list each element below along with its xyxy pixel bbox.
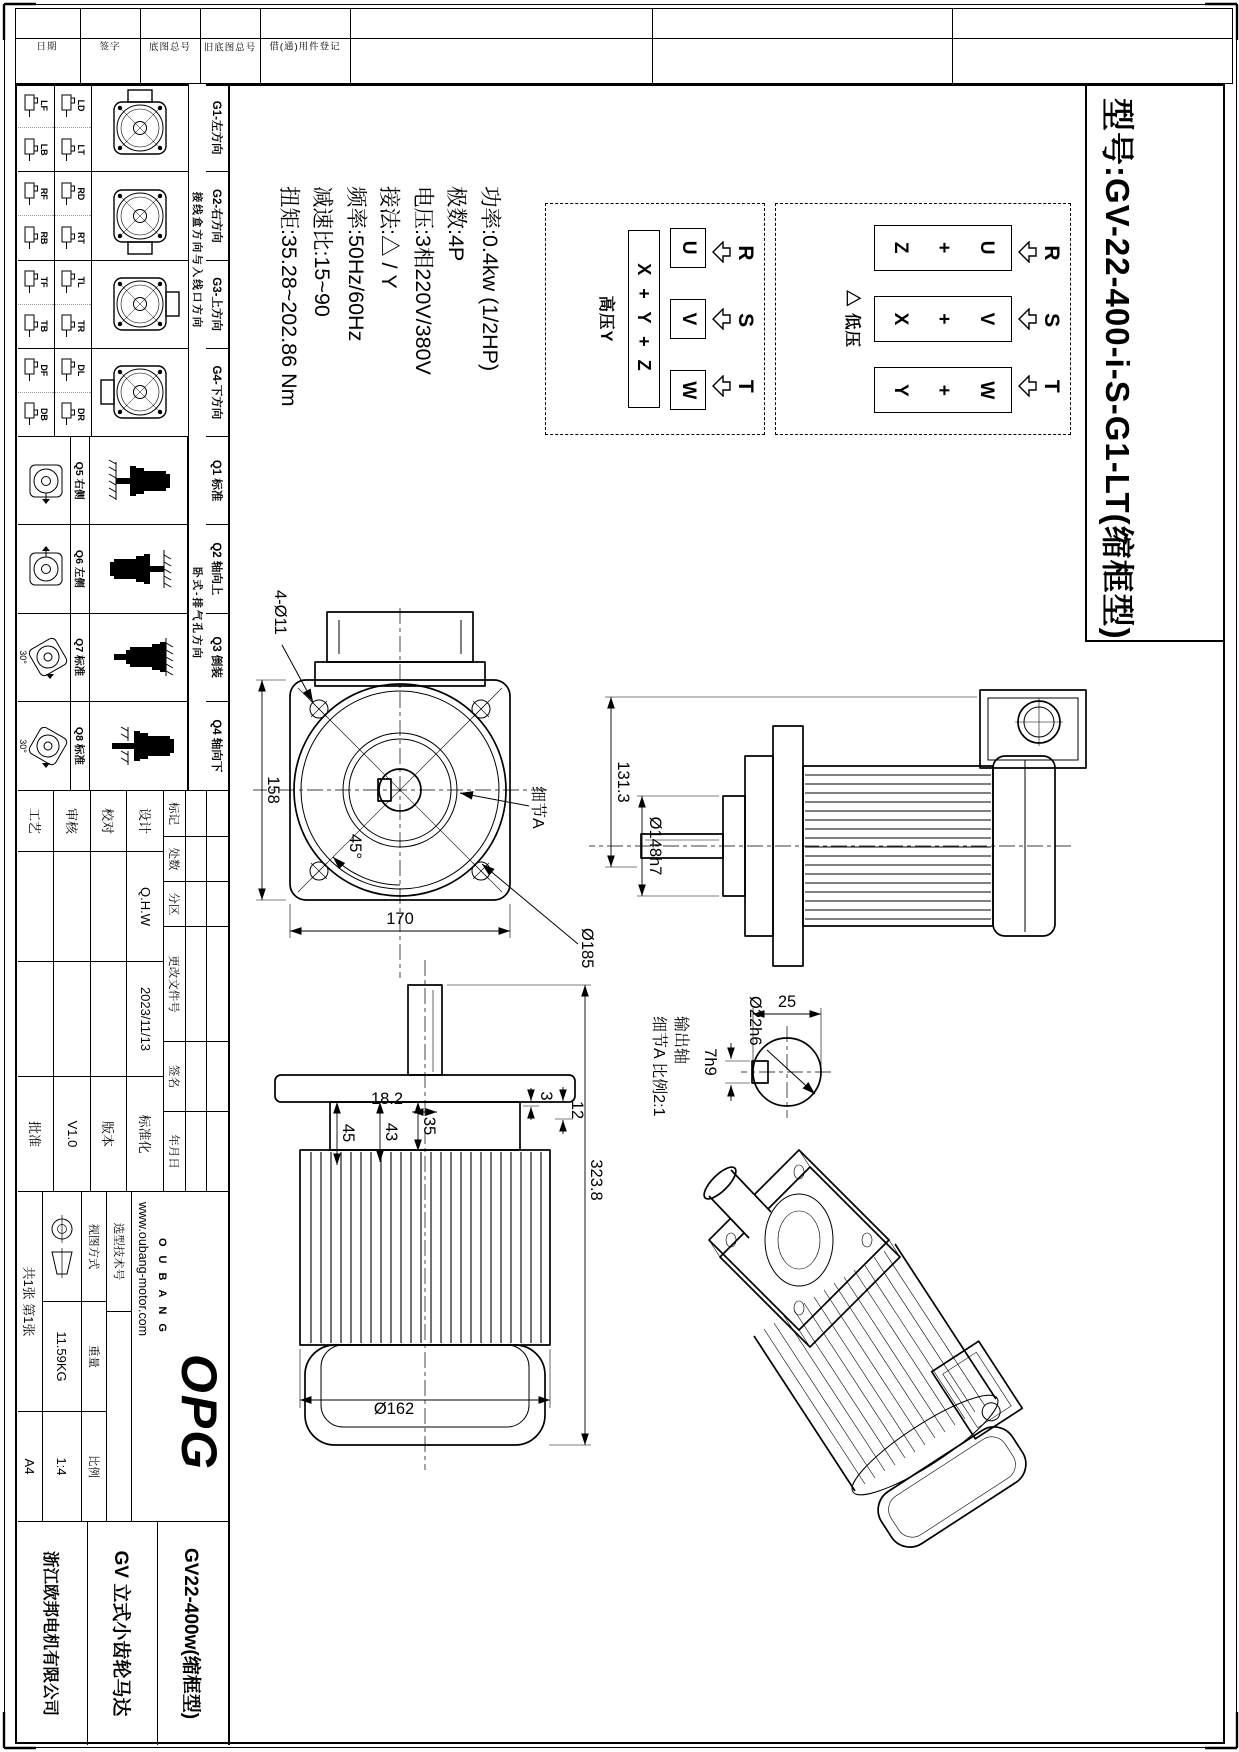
orientation-table	[18, 84, 230, 790]
view-method-label: 视图方式	[82, 1191, 107, 1301]
column-g2: G2-右方向 RD RT RF RB	[18, 172, 228, 260]
oubang-wordmark: OUBANG	[156, 1238, 168, 1341]
mini-motor-icon	[23, 181, 39, 207]
dim-bolt-holes: 4-Ø11	[271, 590, 289, 635]
rev-header-count: 处数	[164, 836, 186, 881]
g2-label: G2-右方向	[205, 172, 228, 259]
logo-cell	[132, 1191, 228, 1521]
column-g4: G4-下方向 DL DR DF DB	[18, 349, 228, 437]
column-g1: G1-左方向 LD LT LF LB	[18, 84, 228, 172]
q5-icon	[18, 437, 70, 524]
dim-flange-width: 170	[386, 910, 414, 928]
q2-icon	[89, 525, 187, 612]
junction-box-direction-header: 接线盒方向与入线口方向	[188, 84, 206, 437]
label-detail-scale: 细节A 比例2:1	[650, 1016, 667, 1117]
dim-flange-circle: Ø185	[578, 928, 596, 969]
weight-value: 11.59KG	[43, 1301, 82, 1411]
low-voltage-label: △ 低压	[843, 289, 861, 349]
standardization-label: 标准化	[128, 1076, 165, 1191]
front-view	[253, 590, 596, 978]
mini-motor-icon	[60, 401, 76, 427]
mini-motor-icon	[60, 181, 76, 207]
dim-keyway: 7h9	[701, 1048, 719, 1076]
terminal-pair-uz: U + Z	[874, 225, 1012, 271]
mini-motor-icon	[60, 357, 76, 383]
selection-tech-no-label: 选型技术号	[107, 1191, 132, 1311]
company-name: 浙江欧邦电机有限公司	[18, 1521, 88, 1745]
mini-motor-icon	[23, 93, 39, 119]
spec-power: 功率:0.4kw (1/2HP)	[478, 186, 502, 372]
dim-182: 18.2	[370, 1090, 404, 1108]
mini-motor-icon	[60, 93, 76, 119]
g4-view-icon	[91, 349, 188, 436]
dim-shaft-diameter: Ø22h6	[746, 996, 764, 1046]
dim-3: 3	[537, 1091, 555, 1101]
company-url: www.oubang-motor.com	[136, 1202, 150, 1337]
side-view	[589, 690, 1086, 966]
output-shaft-detail	[650, 993, 831, 1118]
mini-motor-icon	[60, 313, 76, 339]
design-signature: Q.H.W	[128, 851, 165, 961]
column-q1: Q1 标准 Q5 右侧	[18, 437, 228, 525]
terminal-pair-wy: W + Y	[874, 367, 1012, 413]
phase-labels: R S T	[1040, 245, 1063, 393]
g2-view-icon	[91, 172, 188, 259]
high-voltage-label: 高压Y	[597, 295, 615, 343]
dim-angle-45: 45°	[346, 834, 364, 859]
mini-motor-icon	[23, 269, 39, 295]
scale-value: 1:4	[43, 1411, 82, 1521]
margin-field-borrow: 借(通)用件登记	[261, 8, 351, 84]
paper-size: A4	[18, 1411, 43, 1521]
q3-icon	[89, 614, 187, 701]
title-block	[18, 790, 230, 1745]
dim-spigot: Ø148h7	[646, 816, 664, 876]
dim-45: 45	[339, 1123, 357, 1143]
margin-field-signature: 签字	[81, 8, 141, 84]
q4-icon	[89, 702, 187, 790]
process-label: 工艺	[18, 791, 55, 851]
horizontal-view	[275, 960, 605, 1470]
dim-43: 43	[382, 1122, 400, 1142]
rev-header-mark: 标记	[164, 791, 186, 836]
dim-25: 25	[777, 993, 797, 1011]
model-number: 型号:GV-22-400-i-S-G1-LT(缩框型)	[1099, 98, 1136, 640]
dim-12: 12	[568, 1100, 586, 1120]
dim-height-1313: 131.3	[614, 761, 632, 803]
terminal-pair-vx: V + X	[874, 296, 1012, 342]
dim-body-diameter: Ø162	[373, 1400, 415, 1418]
q7-icon	[18, 614, 70, 701]
product-name: GV 立式小齿轮马达	[88, 1521, 158, 1745]
g3-view-icon	[91, 261, 188, 348]
dim-35: 35	[420, 1116, 438, 1136]
version-value: V1.0	[55, 1076, 92, 1191]
terminal-v: V	[670, 299, 706, 339]
spec-frequency: 频率:50Hz/60Hz	[344, 186, 368, 342]
margin-field-date: 日期	[15, 8, 81, 84]
terminal-w: W	[670, 370, 706, 410]
rev-header-sign: 签名	[164, 1041, 186, 1111]
isometric-view	[699, 1150, 1034, 1555]
q8-icon	[18, 702, 70, 790]
check-label: 校对	[91, 791, 128, 851]
phase-labels: R S T	[734, 245, 757, 393]
column-q3: Q3 倒装 Q7 标准 30°	[18, 614, 228, 702]
first-angle-projection-icon	[45, 1214, 79, 1280]
column-q2: Q2 轴向上 Q6 左侧	[18, 525, 228, 613]
projection-symbol	[43, 1191, 82, 1301]
label-output-shaft: 输出轴	[672, 1016, 689, 1065]
mini-motor-icon	[23, 313, 39, 339]
terminal-u: U	[670, 228, 706, 268]
label-detail-a: 细节A	[529, 786, 546, 829]
approve-label: 批准	[18, 1076, 55, 1191]
bridge-xyz: X + Y + Z	[628, 230, 660, 408]
spec-voltage: 电压:3相220V/380V	[411, 186, 435, 375]
design-date: 2023/11/13	[128, 961, 165, 1076]
g1-label: G1-左方向	[205, 84, 228, 171]
scale-label: 比例	[82, 1411, 107, 1521]
rev-header-doc-no: 更改文件号	[164, 926, 186, 1041]
column-g3: G3-上方向 TL TR TF TB	[18, 261, 228, 349]
spec-torque: 扭矩:35.28~202.86 Nm	[277, 186, 301, 407]
rev-header-date: 年月日	[164, 1111, 186, 1191]
design-label: 设计	[128, 791, 165, 851]
horizontal-vent-header: 卧式-排气孔方向	[188, 437, 206, 790]
q6-icon	[18, 525, 70, 612]
mini-motor-icon	[23, 225, 39, 251]
dim-total-length: 323.8	[587, 1159, 605, 1201]
svg-text:30°: 30°	[17, 650, 28, 664]
margin-field-base-no: 底图总号	[141, 8, 201, 84]
spec-connection: 接法:△ / Y	[377, 186, 402, 289]
g3-label: G3-上方向	[205, 261, 228, 348]
weight-label: 重量	[82, 1301, 107, 1411]
mini-motor-icon	[60, 225, 76, 251]
spec-poles: 极数:4P	[444, 186, 469, 262]
review-label: 审核	[55, 791, 92, 851]
mini-motor-icon	[23, 137, 39, 163]
drawing-number: GV22-400w(缩框型)	[158, 1521, 228, 1745]
sheet-count: 共1张 第1张	[18, 1191, 43, 1411]
mini-motor-icon	[23, 401, 39, 427]
opg-logo: OPG	[171, 1353, 227, 1471]
margin-field-old-base-no: 旧底图总号	[201, 8, 261, 84]
rev-header-zone: 分区	[164, 881, 186, 926]
mini-motor-icon	[60, 137, 76, 163]
svg-text:30°: 30°	[17, 739, 28, 753]
mini-motor-icon	[23, 357, 39, 383]
version-label: 版本	[91, 1076, 128, 1191]
spec-ratio: 减速比:15~90	[310, 186, 335, 317]
mini-motor-icon	[60, 269, 76, 295]
g4-label: G4-下方向	[205, 349, 228, 436]
g1-view-icon	[91, 84, 188, 171]
dim-flange-height: 158	[264, 776, 282, 804]
q1-icon	[89, 437, 187, 524]
column-q4: Q4 轴向下 Q8 标准 30°	[18, 702, 228, 790]
